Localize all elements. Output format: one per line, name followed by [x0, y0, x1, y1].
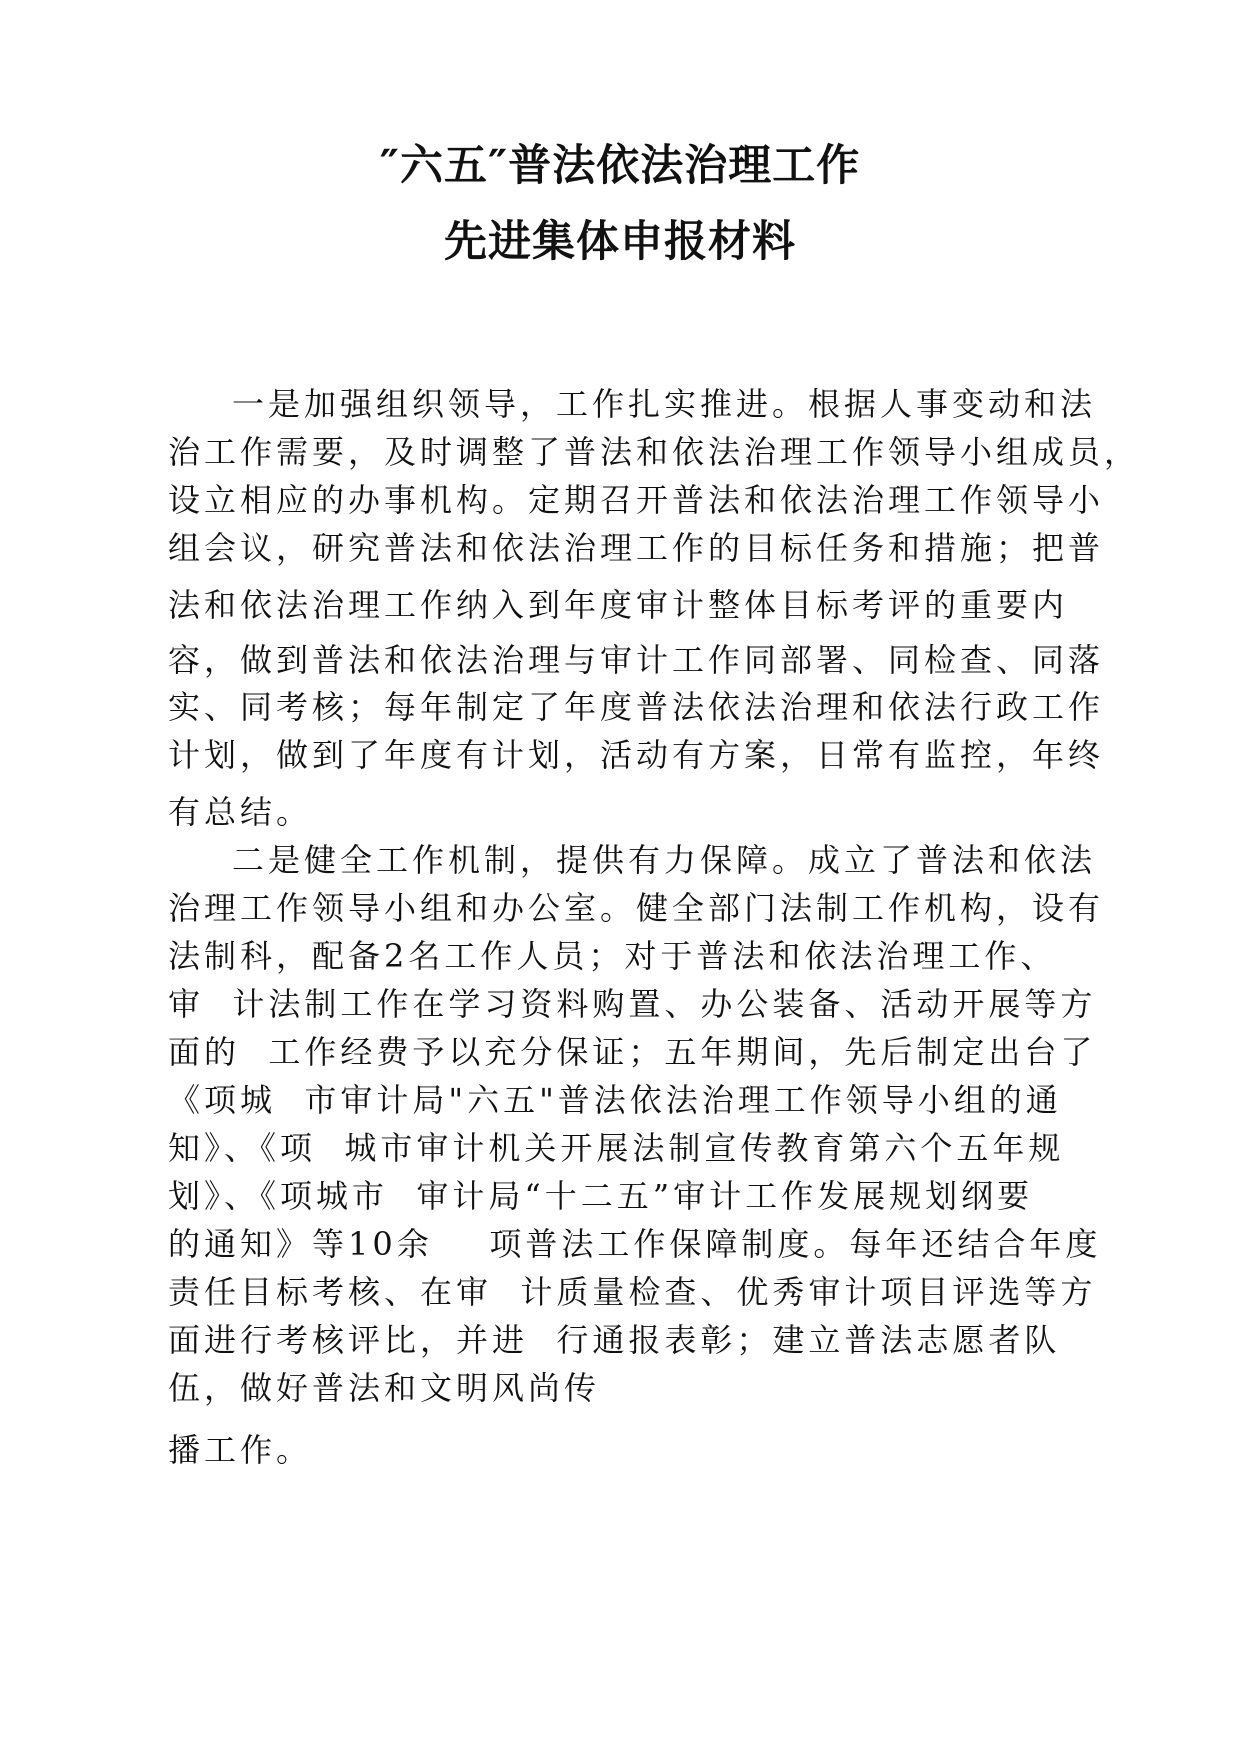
body-line: 责任目标考核、在审 计质量检查、优秀审计项目评选等方	[168, 1273, 1097, 1311]
body-line: 一是加强组织领导，工作扎实推进。根据人事变动和法	[232, 385, 1097, 423]
body-line: 实、同考核；每年制定了年度普法依法治理和依法行政工作	[168, 688, 1105, 726]
body-line: 划》、《项城市 审计局“十二五”审计工作发展规划纲要	[168, 1177, 1034, 1215]
body-line: 计划，做到了年度有计划，活动有方案，日常有监控，年终	[168, 736, 1105, 774]
body-line: 法和依法治理工作纳入到年度审计整体目标考评的重要内	[168, 586, 1069, 624]
body-line: 的通知》等10余 项普法工作保障制度。每年还结合年度	[168, 1225, 1102, 1263]
body-line: 知》、《项 城市审计机关开展法制宣传教育第六个五年规	[168, 1129, 1065, 1167]
body-line: 有总结。	[168, 793, 313, 831]
body-line: 治工作需要，及时调整了普法和依法治理工作领导小组成员，	[168, 433, 1141, 471]
body-line: 组会议，研究普法和依法治理工作的目标任务和措施；把普	[168, 529, 1105, 567]
body-line: 容，做到普法和依法治理与审计工作同部署、同检查、同落	[168, 641, 1105, 679]
title-line-2: 先进集体申报材料	[444, 217, 796, 267]
body-line: 设立相应的办事机构。定期召开普法和依法治理工作领导小	[168, 481, 1105, 519]
body-line: 伍，做好普法和文明风尚传	[168, 1369, 601, 1407]
title-line-1: ″六五″普法依法治理工作	[379, 141, 861, 191]
body-line: 二是健全工作机制，提供有力保障。成立了普法和依法	[232, 841, 1097, 879]
body-line: 播工作。	[168, 1431, 313, 1469]
body-line: 《项城 市审计局"六五"普法依法治理工作领导小组的通	[168, 1081, 1062, 1119]
body-line: 面进行考核评比，并进 行通报表彰；建立普法志愿者队	[168, 1321, 1061, 1359]
body-line: 审 计法制工作在学习资料购置、办公装备、活动开展等方	[168, 985, 1097, 1023]
body-line: 法制科，配备2名工作人员；对于普法和依法治理工作、	[168, 937, 1057, 975]
body-line: 面的 工作经费予以充分保证；五年期间，先后制定出台了	[168, 1033, 1097, 1071]
body-line: 治理工作领导小组和办公室。健全部门法制工作机构，设有	[168, 889, 1105, 927]
